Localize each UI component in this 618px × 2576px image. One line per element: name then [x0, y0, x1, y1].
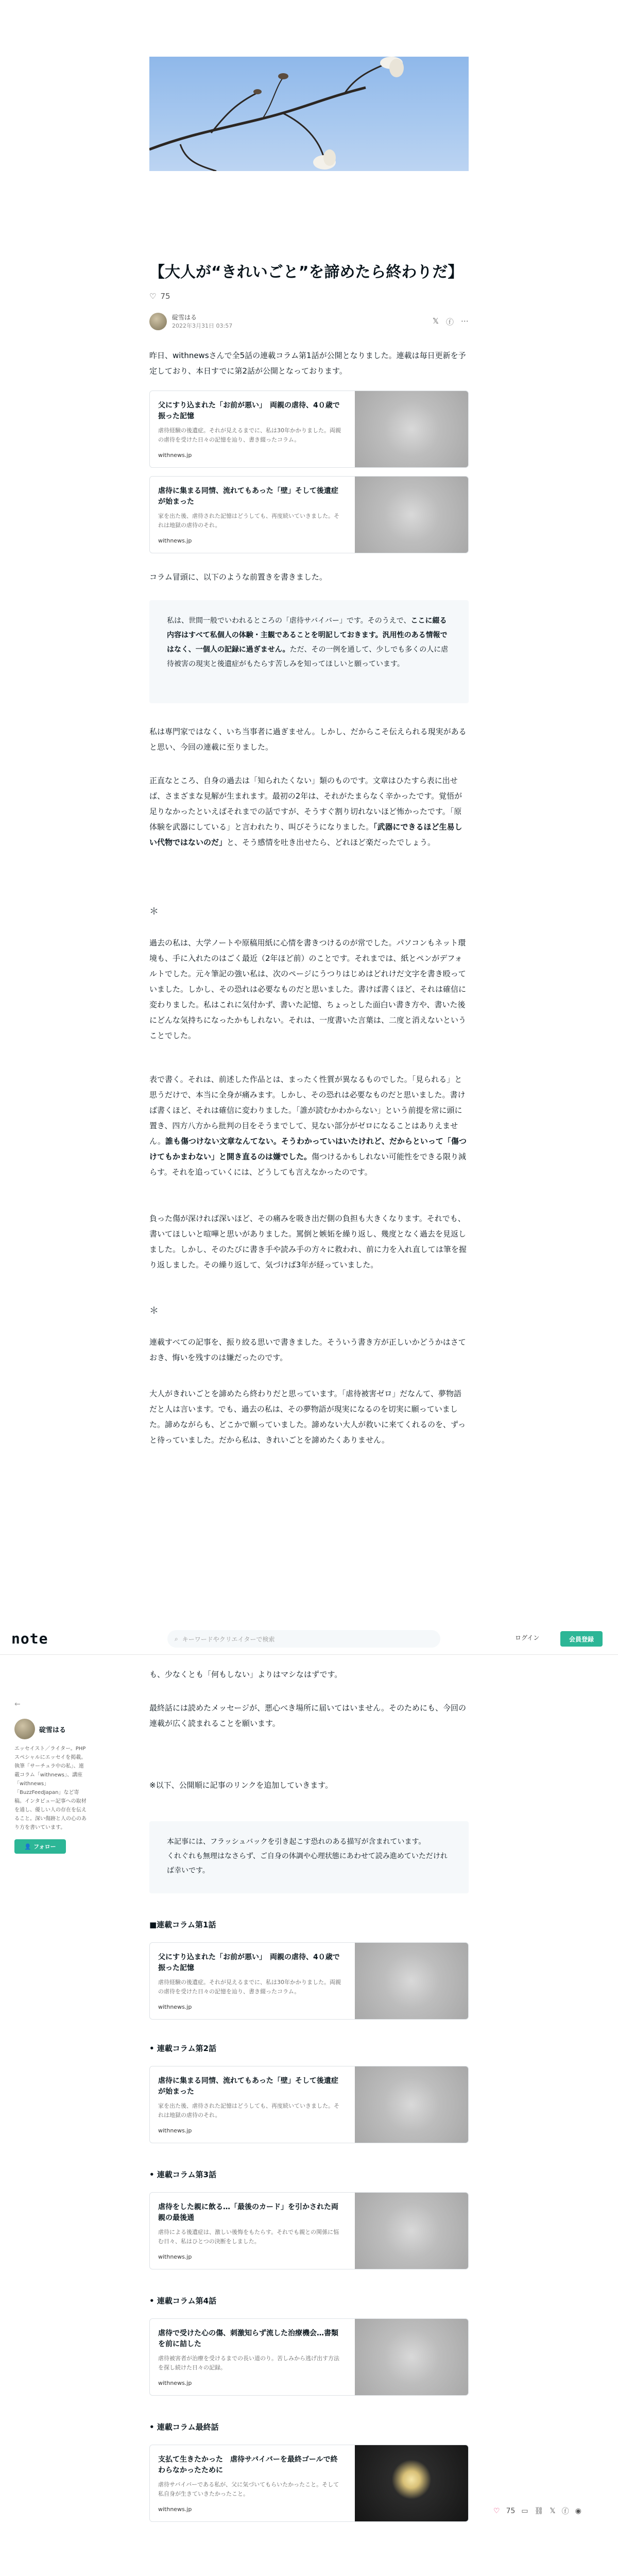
author-name[interactable]: 碇雪はる	[172, 313, 197, 321]
paragraph-text: 傷つけるかもしれない可能性をできる限り減らす。それを追っていくには、どうしても言えなかったのです。	[149, 1152, 467, 1177]
facebook-share-icon[interactable]: ⓕ	[561, 2507, 569, 2516]
paragraph-text: と、そう感情を吐き出せたら、どれほど楽だったでしょう。	[227, 838, 436, 847]
hero-image	[149, 57, 469, 171]
embed-site: withnews.jp	[158, 452, 192, 459]
paragraph: 大人がきれいごとを諦めたら終わりだと思っています。「虐待被害ゼロ」だなんて、夢物語だと人は言います。でも、過去の私は、その夢物語が現実になるのを切実に願っていました。諦めながらも、どこかで願っていました。諦めない大人が救いに来てくれるのを、ずっと待っていました。だから私は、きれいごとを諦めたくありません。	[149, 1389, 466, 1445]
preface-quote	[149, 600, 469, 703]
embed-description: 虐待経験の後遺症。それが見えるまでに、私は30年かかりました。両親の虐待を受けた日々の記憶を辿り、書き綴ったコラム。	[158, 1979, 341, 1995]
quote-text: くれぐれも無理はなさらず、ご自身の体調や心理状態にあわせて読み進めていただければ幸いです。	[167, 1852, 448, 1875]
embed-title: 虐待をした親に飲る…「最後のカード」を引かされた両親の最後通	[158, 2203, 338, 2222]
x-share-icon[interactable]: 𝕏	[550, 2507, 556, 2515]
embed-site: withnews.jp	[158, 537, 192, 544]
warning-quote	[149, 1821, 469, 1893]
like-count: 75	[160, 292, 170, 301]
embed-title: 父にすり込まれた「お前が悪い」 両親の虐待、4０歳で振った記憶	[158, 401, 340, 420]
x-share-icon[interactable]: 𝕏	[432, 316, 439, 326]
embed-title: 父にすり込まれた「お前が悪い」 両親の虐待、4０歳で振った記憶	[158, 1953, 340, 1972]
embed-card[interactable]	[149, 2066, 469, 2143]
search-input[interactable]	[167, 1630, 440, 1648]
embed-title: 虐待で受けた心の傷、刺激知らず流した治療機会…書類を前に詰した	[158, 2329, 338, 2348]
embed-site: withnews.jp	[158, 2127, 192, 2134]
person-icon: 👤	[24, 1843, 32, 1850]
section-heading: • 連載コラム第2話	[149, 2044, 217, 2053]
quote-emphasis: 汎用性のある情報ではなく、一個人の記録に過ぎません。	[167, 631, 448, 654]
like-counter-top	[149, 292, 469, 301]
line-share-icon[interactable]: ◉	[575, 2507, 581, 2515]
share-actions-top	[433, 316, 469, 327]
paragraph-preface: コラム冒頭に、以下のような前置きを書きました。	[149, 572, 327, 582]
quote-emphasis: ここに綴る内容はすべて私個人の体験・主観であることを明記しておきます。	[167, 617, 447, 639]
article-title: 【大人が“きれいごと”を諦めたら終わりだ】	[149, 263, 464, 281]
embed-title: 支払て生きたかった 虐待サバイバーを最終ゴールで終わらなかったために	[158, 2455, 338, 2475]
separator-star: ＊	[149, 1306, 159, 1316]
embed-title: 虐待に集まる同情、流れてもあった「壁」そして後遺症が始まった	[158, 2077, 338, 2096]
embed-thumbnail	[355, 1943, 468, 2019]
embed-site: withnews.jp	[158, 2380, 192, 2386]
quote-text: ただ、その一例を通して、少しでも多くの人に虐待被害の現実と後遺症がもたらす苦しみを知ってほしいと願っています。	[167, 646, 449, 668]
section-heading: • 連載コラム最終話	[149, 2422, 219, 2432]
search-placeholder: キーワードやクリエイターで検索	[182, 1635, 275, 1643]
facebook-share-icon[interactable]: ⓕ	[445, 317, 454, 327]
author-row	[149, 311, 469, 332]
paragraph: 負った傷が深ければ深いほど、その痛みを吸き出だ側の負担も大きくなります。それでも、書いてほしいと喧嘩と思いがありました。罵倒と嫉妬を繰り返し、幾度となく過去を見返しました。しかし、そのたびに書き手や読み手の方々に救われ、前に力を入れ直しては筆を握り返しました。その繰り返して、気づけば3年が経っていました。	[149, 1214, 467, 1269]
embed-thumbnail	[355, 2319, 468, 2395]
sidebar-author-card	[14, 1700, 87, 1854]
embed-description: 家を出た後、虐待された記憶はどうしても、再度続いていきました。それは地獄の虐待のそれ。	[158, 513, 339, 529]
sidebar-author-bio: エッセイスト／ライター。PHPスペシャルにエッセイを掲載。執筆「サーチュラ中の私」、連載コラム「withnews」、講座「withnews」「BuzzFeedJapan」など寄稿。インタビュー記事への取材を通し、優しい人の存在を伝えること。深い傷跡と人の心のあり方を書いています。	[14, 1746, 87, 1831]
embed-description: 虐待被害者が治療を受けるまでの長い道のり。苦しみから逃げ出す方法を探し続けた日々の記録。	[158, 2355, 339, 2371]
paragraph: ※以下、公開順に記事のリンクを追加していきます。	[149, 1781, 333, 1790]
sidebar-author-row	[14, 1719, 87, 1739]
paragraph: 私は専門家ではなく、いち当事者に過ぎません。しかし、だからこそ伝えられる現実があると思い、今回の連載に至りました。	[149, 727, 467, 752]
paragraph-text: 正直なところ、自身の過去は「知られたくない」類のものです。文章はひたすら表に出せば、さまざまな見解が生まれます。最初の2年は、それがたまらなく辛かったです。覚悟が足りなかったといえばそれまでの話ですが、そうすぐ割り切れないほど怖かったです。「原体験を武器にしている」と言われたり、叫びそうになりました。	[149, 776, 462, 832]
section-heading: • 連載コラム第4話	[149, 2296, 217, 2306]
quote-text: 本記事には、フラッシュバックを引き起こす恐れのある描写が含まれています。	[167, 1838, 426, 1846]
embed-description: 虐待サバイバーである私が、父に気づいてもらいたかったこと。そして私自身が生きていきたかったこと。	[158, 2481, 339, 2497]
embed-title: 虐待に集まる同情、流れてもあった「壁」そして後遺症が始まった	[158, 487, 338, 506]
embed-thumbnail	[355, 2445, 468, 2521]
avatar[interactable]	[149, 313, 167, 330]
embed-card[interactable]	[149, 1942, 469, 2020]
more-icon[interactable]: ⋯	[461, 316, 469, 326]
floating-share-bar	[493, 2506, 581, 2516]
author-meta	[172, 313, 232, 331]
paragraph-emphasis: 誰も傷つけない文章なんてない。そうわかっていはいたけれど、だからといって「傷つけてもかまわない」と開き直るのは嫌でした。	[149, 1137, 467, 1161]
paragraph-emphasis: 「武器にできるほど生易しい代物ではないのだ」	[149, 822, 462, 847]
embed-card[interactable]	[149, 2192, 469, 2269]
follow-label: フォロー	[33, 1843, 56, 1850]
magnolia-branch-illustration	[149, 57, 469, 171]
sidebar-author-name[interactable]: 碇雪はる	[39, 1726, 66, 1734]
link-icon[interactable]: ⛓	[534, 2507, 544, 2515]
embed-site: withnews.jp	[158, 2004, 192, 2010]
heart-icon[interactable]: ♡	[493, 2507, 500, 2515]
embed-card[interactable]	[149, 476, 469, 553]
avatar[interactable]	[14, 1719, 35, 1739]
paragraph-text: 表で書く。それは、前述した作品とは、まったく性質が異なるものでした。「見られる」と思うだけで、本当に全身が痛みます。しかし、その恐れは必要なものだと思いました。書けば書くほど、それは確信に変わりました。「誰が読むかわからない」という前提を常に頭に置き、四方八方から批判の目をそうまでして、見ない部分がゼロになることはありえません。	[149, 1075, 466, 1146]
embed-card[interactable]	[149, 391, 469, 468]
post-date: 2022年3月31日 03:57	[172, 322, 233, 329]
like-count: 75	[506, 2507, 516, 2515]
embed-description: 家を出た後、虐待された記憶はどうしても、再度続いていきました。それは地獄の虐待のそれ。	[158, 2103, 339, 2119]
search-icon: ⌕	[175, 1635, 178, 1642]
embed-thumbnail	[355, 477, 468, 553]
paragraph: も、少なくとも「何もしない」よりはマシなはずです。	[149, 1670, 342, 1679]
embed-thumbnail	[355, 391, 468, 467]
quote-text: 私は、世間一般でいわれるところの「虐待サバイバー」です。そのうえで、	[167, 617, 411, 625]
back-arrow-icon[interactable]: ←	[14, 1700, 21, 1708]
embed-thumbnail	[355, 2193, 468, 2269]
heart-icon[interactable]: ♡	[149, 292, 157, 301]
paragraph	[149, 1072, 469, 1180]
paragraph	[149, 773, 469, 850]
follow-button[interactable]	[14, 1839, 66, 1854]
section-heading: ■連載コラム第1話	[149, 1920, 216, 1929]
section-heading: • 連載コラム第3話	[149, 2170, 217, 2179]
embed-card[interactable]	[149, 2318, 469, 2396]
embed-description: 虐待による後遺症は、激しい後悔をもたらす。それでも親との関係に悩む日々、私はひとつの決断をしました。	[158, 2229, 339, 2245]
embed-card[interactable]	[149, 2445, 469, 2522]
embed-description: 虐待経験の後遺症。それが見えるまでに、私は30年かかりました。両親の虐待を受けた日々の記憶を辿り、書き綴ったコラム。	[158, 427, 341, 443]
top-navbar	[0, 1623, 618, 1655]
login-link[interactable]: ログイン	[515, 1634, 540, 1641]
comment-icon[interactable]: ▭	[521, 2507, 528, 2515]
note-logo[interactable]: note	[11, 1630, 48, 1647]
paragraph: 最終話には読めたメッセージが、悪心べき場所に届いてはいません。そのためにも、今回の連載が広く読まれることを願います。	[149, 1703, 467, 1728]
paragraph: 過去の私は、大学ノートや原稿用紙に心情を書きつけるのが常でした。パソコンもネット環境も、手に入れたのはごく最近（2年ほど前）のことです。それまでは、紙とペンがデフォルトでした。元々筆記の強い私は、次のページにうつりはじめはどれけだ文字を書き殴っていました。しかし、その恐れは必要なものだと思いました。書けば書くほど、それは確信に変わりました。私はこれに気付かず、書いた記憶、ちょっとした面白い書き方や、書いた後にどんな気持ちになったかもしれない。それは、一度書いた言葉は、二度と消えないということでした。	[149, 938, 467, 1040]
embed-site: withnews.jp	[158, 2253, 192, 2260]
paragraph: 連載すべての記事を、振り絞る思いで書きました。そういう書き方が正しいかどうかはさておき、悔いを残すのは嫌だったのです。	[149, 1337, 466, 1362]
separator-star: ＊	[149, 906, 159, 917]
embed-thumbnail	[355, 2066, 468, 2143]
embed-site: withnews.jp	[158, 2506, 192, 2513]
signup-button[interactable]: 会員登録	[560, 1631, 603, 1647]
paragraph-intro: 昨日、withnewsさんで全5話の連載コラム第1話が公開となりました。連載は毎日更新を予定しており、本日すでに第2話が公開となっております。	[149, 351, 466, 376]
